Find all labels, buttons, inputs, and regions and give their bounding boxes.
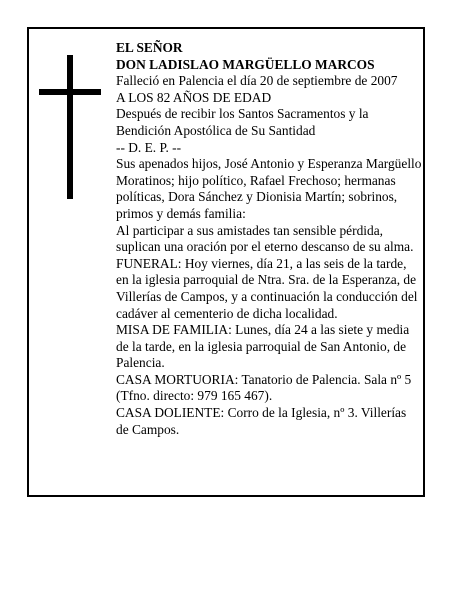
sacraments-line: Después de recibir los Santos Sacramentos y la Bendición Apostólica de Su Santidad	[116, 106, 369, 138]
notice-title: EL SEÑOR	[116, 40, 183, 55]
rip-line: -- D. E. P. --	[116, 139, 182, 155]
family-mass-line: MISA DE FAMILIA: Lunes, día 24 a las siete y media de la tarde, en la iglesia parroquial de San Antonio, de Palencia.	[116, 322, 410, 371]
funeral-line: FUNERAL: Hoy viernes, día 21, a las seis de la tarde, en la iglesia parroquial de Ntra. Sra. de la Esperanza, de Villerías de Campos, y a continuación la conducción del cadáver al cementerio de dicha localidad.	[116, 255, 418, 321]
notice-text	[116, 40, 422, 438]
deceased-name: DON LADISLAO MARGÜELLO MARCOS	[116, 56, 375, 72]
cross-vertical-bar	[67, 55, 73, 199]
mourning-house-line: CASA DOLIENTE: Corro de la Iglesia, nº 3. Villerías de Campos.	[116, 405, 407, 437]
death-line: Falleció en Palencia el día 20 de septiembre de 2007	[116, 73, 398, 89]
cross-horizontal-bar	[39, 89, 101, 95]
funeral-home-line: CASA MORTUORIA: Tanatorio de Palencia. Sala nº 5 (Tfno. directo: 979 165 467).	[116, 371, 412, 404]
obituary-notice	[27, 27, 425, 497]
request-line: Al participar a sus amistades tan sensible pérdida, suplican una oración por el eterno descanso de su alma.	[116, 222, 414, 255]
family-line: Sus apenados hijos, José Antonio y Esperanza Margüello Moratinos; hijo político, Rafael Frechoso; hermanas políticas, Dora Sánchez y Dionisia Martín; sobrinos, primos y demás familia:	[116, 156, 422, 221]
age-line: A LOS 82 AÑOS DE EDAD	[116, 89, 272, 105]
